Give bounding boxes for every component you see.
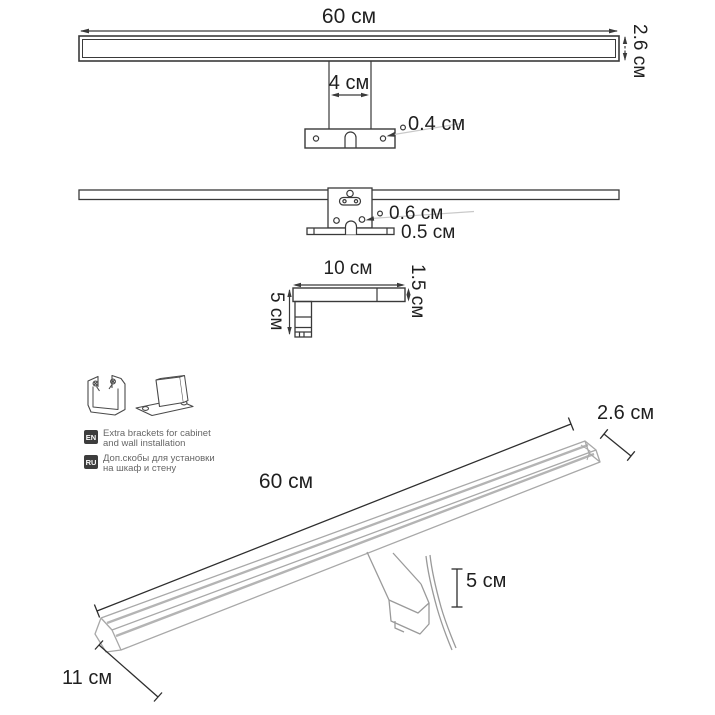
- note-ru-line1: Доп.скобы для установки: [103, 453, 215, 464]
- side-view-drawing: [287, 283, 410, 337]
- en-badge: EN: [84, 430, 98, 444]
- note-ru: [84, 454, 254, 474]
- clamp-bracket-icon: [88, 376, 125, 416]
- note-en-line1: Extra brackets for cabinet: [103, 428, 211, 439]
- perspective-drop-label: 5 см: [466, 570, 507, 592]
- note-en-line2: and wall installation: [103, 438, 186, 449]
- plan-hole-diameter-label: 0.6 см: [389, 203, 444, 224]
- perspective-width-label: 2.6 см: [597, 402, 655, 424]
- arrow-up-icon: [623, 36, 627, 44]
- arrow-right-icon: [609, 29, 618, 34]
- side-height-label: 1.5 см: [407, 264, 428, 319]
- perspective-depth-label: 11 см: [62, 667, 113, 689]
- perspective-length-label: 60 см: [258, 470, 314, 493]
- diameter-symbol-icon: [378, 211, 383, 216]
- arrow-down-icon: [623, 53, 627, 61]
- side-depth-label: 10 см: [323, 258, 373, 279]
- front-height-label: 2.6 см: [629, 24, 650, 79]
- plate-bracket-icon: [136, 376, 193, 416]
- power-cable: [426, 556, 452, 650]
- front-bracket-width-label: 4 см: [328, 72, 370, 94]
- side-drop-label: 5 см: [266, 292, 287, 331]
- arrow-left-icon: [80, 29, 89, 34]
- bracket-3d: [367, 552, 456, 650]
- diameter-symbol-icon: [401, 125, 406, 130]
- plan-plate-thickness-label: 0.5 см: [401, 222, 456, 243]
- front-hole-diameter-label: 0.4 см: [408, 113, 466, 135]
- note-en: [84, 429, 254, 449]
- ru-badge: RU: [84, 455, 98, 469]
- note-ru-line2: на шкаф и стену: [103, 463, 177, 474]
- plan-view-drawing: [79, 188, 619, 235]
- front-length-label: 60 см: [321, 5, 377, 28]
- installation-notes: [84, 429, 254, 479]
